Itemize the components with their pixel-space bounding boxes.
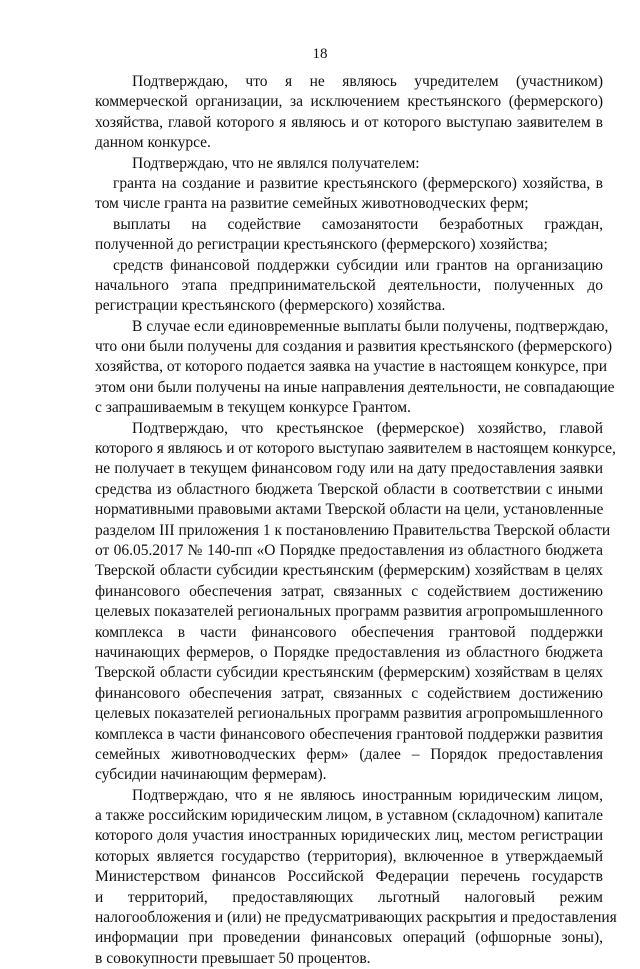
text-line: начального этапа предпринимательской деятельности, полученных до [95,276,603,294]
text-line: целевых показателей региональных программ развития агропромышленного [95,705,603,723]
text-line: В случае если единовременные выплаты были получены, подтверждаю, [132,317,609,335]
text-line: семейных животноводческих ферм» (далее – Порядок предоставления [95,745,603,763]
text-line: налогообложения и (или) не предусматривающих раскрытия и предоставления [95,909,617,927]
text-line: субсидии начинающим фермерам). [95,766,327,784]
text-line: Тверской области субсидии крестьянским (фермерским) хозяйствам в целях [95,664,603,682]
paragraph [95,419,616,786]
paragraph [95,786,617,969]
paragraph [95,215,603,256]
text-line: которого доля участия иностранных юридических лиц, местом регистрации [95,827,603,845]
text-line: полученной до регистрации крестьянского (фермерского) хозяйства; [95,236,548,254]
text-line: с запрашиваемым в текущем конкурсе Грантом. [95,399,411,417]
text-line: Министерством финансов Российской Федерации перечень государств [95,868,603,886]
paragraph [95,154,603,174]
document-body [95,72,617,969]
text-line: а также российским юридическим лицом, в уставном (складочном) капитале [95,807,603,825]
text-line: целевых показателей региональных программ развития агропромышленного [95,603,603,621]
text-line: Подтверждаю, что крестьянское (фермерское) хозяйство, главой [132,419,603,437]
text-line: Подтверждаю, что я не являюсь учредителем (участником) [132,73,603,90]
text-line: Подтверждаю, что я не являюсь иностранным юридическим лицом, [132,786,603,804]
paragraph [95,317,615,419]
text-line: финансового обеспечения затрат, связанных с содействием достижению [95,582,603,600]
text-line: финансового обеспечения затрат, связанных с содействием достижению [95,684,603,702]
text-line: выплаты на содействие самозанятости безработных граждан, [113,215,603,233]
text-line: в совокупности превышает 50 процентов. [95,949,371,967]
text-line: начинающих фермеров, о Порядке предоставления из областного бюджета [95,643,603,661]
text-line: разделом III приложения 1 к постановлению Правительства Тверской области [95,521,611,539]
page-number: 18 [312,46,328,62]
text-line: комплекса в части финансового обеспечения грантовой поддержки развития [95,725,603,743]
text-line: не получает в текущем финансовом году или на дату предоставления заявки [95,460,603,478]
text-line: Тверской области субсидии крестьянским (фермерским) хозяйствам в целях [95,562,603,580]
text-line: от 06.05.2017 № 140-пп «О Порядке предоставления из областного бюджета [95,541,603,559]
text-line: гранта на создание и развитие крестьянского (фермерского) хозяйства, в [113,174,603,192]
text-line: коммерческой организации, за исключением крестьянского (фермерского) [95,93,603,111]
text-line: которого я являюсь и от которого выступаю заявителем в настоящем конкурсе, [95,440,616,458]
text-line: регистрации крестьянского (фермерского) хозяйства. [95,297,446,315]
text-line: хозяйства, от которого подается заявка на участие в настоящем конкурсе, при [95,358,608,376]
paragraph [95,256,603,317]
paragraph [95,72,603,154]
text-line: том числе гранта на развитие семейных животноводческих ферм; [95,195,529,213]
text-line: средств финансовой поддержки субсидии или грантов на организацию [113,256,603,274]
paragraph [95,174,603,215]
text-line: комплекса в части финансового обеспечения грантовой поддержки [95,623,603,641]
text-line: хозяйства, главой которого я являюсь и от которого выступаю заявителем в [95,113,603,131]
text-line: информации при проведении финансовых операций (офшорные зоны), [95,929,603,947]
text-line: данном конкурсе. [95,134,211,152]
text-line: этом они были получены на иные направления деятельности, не совпадающие [95,378,615,396]
text-line: Подтверждаю, что не являлся получателем: [132,154,420,172]
text-line: что они были получены для создания и развития крестьянского (фермерского) [95,338,613,356]
text-line: нормативными правовыми актами Тверской области на цели, установленные [95,501,604,519]
text-line: средства из областного бюджета Тверской области в соответствии с иными [95,480,603,498]
text-line: которых является государство (территория), включенное в утверждаемый [95,847,603,865]
text-line: и территорий, предоставляющих льготный налоговый режим [95,888,603,906]
